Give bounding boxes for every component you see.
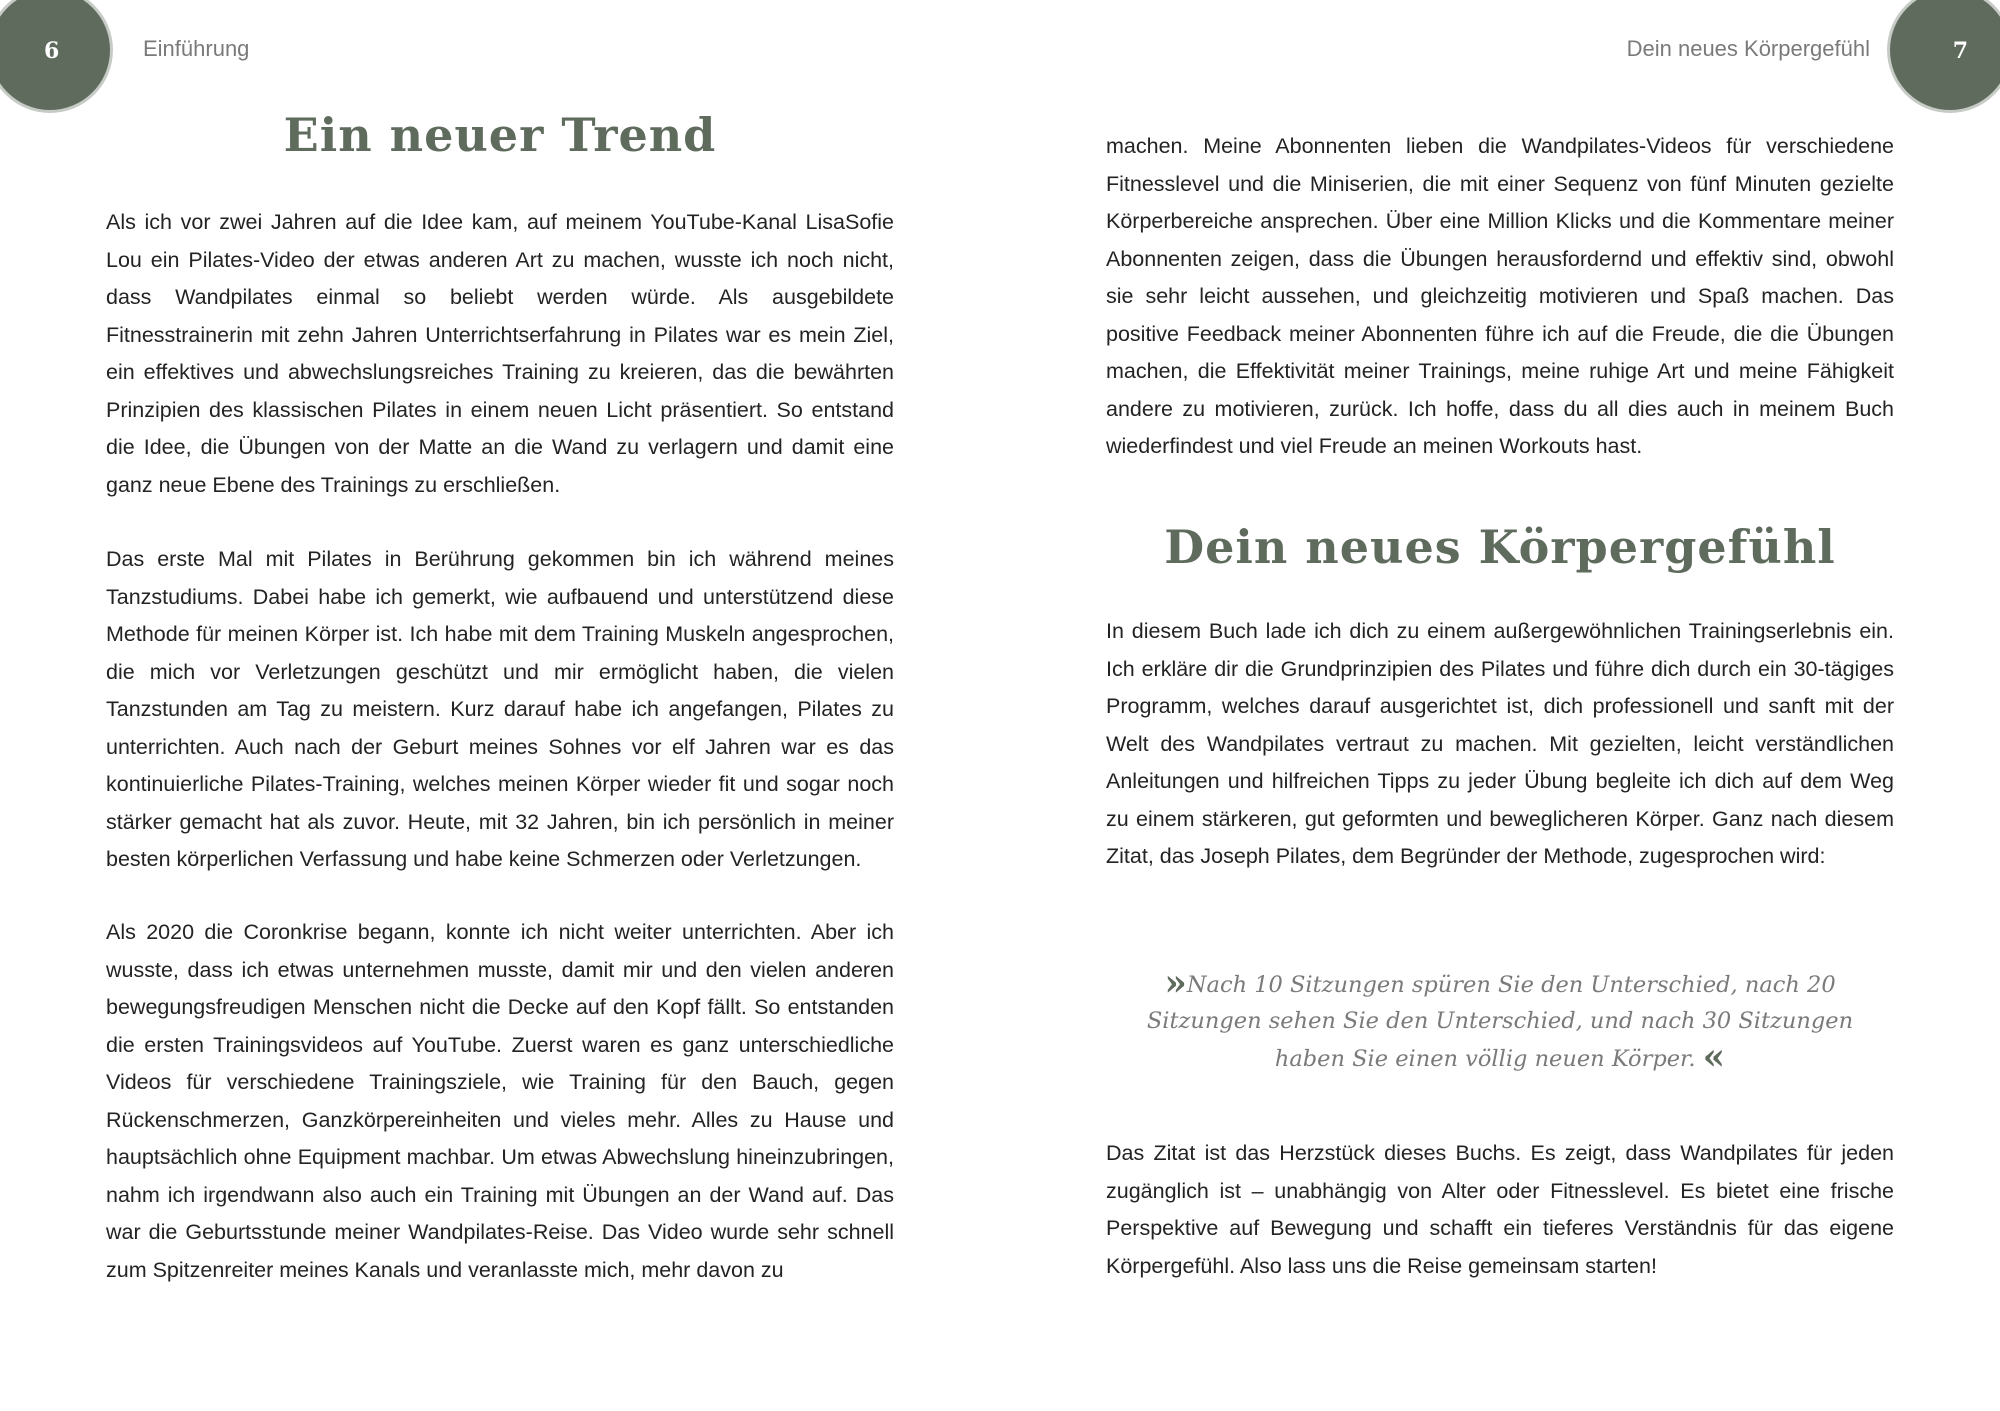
paragraph: In diesem Buch lade ich dich zu einem außergewöhnlichen Trainingserlebnis ein. Ich erkläre dir die Grundprinzipien des Pilates und führe dich durch ein 30-tägiges Programm, welches darauf ausgerichtet ist, dich professionell und sanft mit der Welt des Wandpilates vertraut zu machen. Mit gezielten, leicht verständlichen Anleitungen und hilfreichen Tipps zu jeder Übung begleite ich dich auf dem Weg zu einem stärkeren, gut geformten und beweglicheren Körper. Ganz nach diesem Zitat, das Joseph Pilates, dem Begründer der Methode, zugesprochen wird: [1106, 619, 1894, 868]
paragraph: Das Zitat ist das Herzstück dieses Buchs. Es zeigt, dass Wandpilates für jeden zugänglich ist – unabhängig von Alter oder Fitnesslevel. Es bietet eine frische Perspektive auf Bewegung und schafft ein tieferes Verständnis für das eigene Körpergefühl. Also lass uns die Reise gemeinsam starten! [1106, 1141, 1894, 1278]
close-quote-mark: « [1702, 1036, 1726, 1078]
quote-text: Nach 10 Sitzungen spüren Sie den Unterschied, nach 20 Sitzungen sehen Sie den Unterschied, und nach 30 Sitzungen haben Sie einen völlig neuen Körper. [1146, 972, 1854, 1072]
open-quote-mark: » [1164, 962, 1187, 1004]
paragraph: Als 2020 die Coronkrise begann, konnte ich nicht weiter unterrichten. Aber ich wusste, dass ich etwas unternehmen musste, damit mir und den vielen anderen bewegungsfreudigen Menschen nicht die Decke auf den Kopf fällt. So entstanden die ersten Trainingsvideos auf YouTube. Zuerst waren es ganz unterschiedliche Videos für verschiedene Trainingsziele, wie Training für den Bauch, gegen Rückenschmerzen, Ganzkörpereinheiten und vieles mehr. Alles zu Hause und hauptsächlich ohne Equipment machbar. Um etwas Abwechslung hineinzubringen, nahm ich irgendwann also auch ein Training mit Übungen an der Wand auf. Das war die Geburtsstunde meiner Wandpilates-Reise. Das Video wurde sehr schnell zum Spitzenreiter meines Kanals und veranlasste mich, mehr davon zu [106, 920, 894, 1282]
running-head: Dein neues Körpergefühl [1626, 36, 1870, 61]
section-heading: Dein neues Körpergefühl [1164, 520, 1836, 574]
pull-quote [1140, 962, 1860, 1078]
running-head: Einführung [143, 36, 250, 61]
page-number-badge [1890, 0, 2000, 110]
right-page [1000, 0, 2000, 1411]
page-number: 6 [44, 38, 60, 64]
section-heading: Ein neuer Trend [283, 108, 717, 162]
paragraph: Das erste Mal mit Pilates in Berührung gekommen bin ich während meines Tanzstudiums. Dabei habe ich gemerkt, wie aufbauend und unterstützend diese Methode für meinen Körper ist. Ich habe mit dem Training Muskeln angesprochen, die mich vor Verletzungen geschützt und mir ermöglicht haben, die vielen Tanzstunden am Tag zu meistern. Kurz darauf habe ich angefangen, Pilates zu unterrichten. Auch nach der Geburt meines Sohnes vor elf Jahren war es das kontinuierliche Pilates-Training, welches meinen Körper wieder fit und sogar noch stärker gemacht hat als zuvor. Heute, mit 32 Jahren, bin ich persönlich in meiner besten körperlichen Verfassung und habe keine Schmerzen oder Verletzungen. [106, 547, 894, 871]
page-number: 7 [1952, 38, 1968, 64]
paragraph: machen. Meine Abonnenten lieben die Wandpilates-Videos für verschiedene Fitnesslevel und die Miniserien, die mit einer Sequenz von fünf Minuten gezielte Körperbereiche ansprechen. Über eine Million Klicks und die Kommentare meiner Abonnenten zeigen, dass die Übungen herausfordernd und effektiv sind, obwohl sie sehr leicht aussehen, und gleichzeitig motivieren und Spaß machen. Das positive Feedback meiner Abonnenten führe ich auf die Freude, die die Übungen machen, die Effektivität meiner Trainings, meine ruhige Art und meine Fähigkeit andere zu motivieren, zurück. Ich hoffe, dass du all dies auch in meinem Buch wiederfindest und viel Freude an meinen Workouts hast. [1106, 134, 1894, 458]
paragraph: Als ich vor zwei Jahren auf die Idee kam, auf meinem YouTube-Kanal LisaSofie Lou ein Pilates-Video der etwas anderen Art zu machen, wusste ich noch nicht, dass Wandpilates einmal so beliebt werden würde. Als ausgebildete Fitnesstrainerin mit zehn Jahren Unterrichtserfahrung in Pilates war es mein Ziel, ein effektives und abwechslungsreiches Training zu kreieren, das die bewährten Prinzipien des klassischen Pilates in einem neuen Licht präsentiert. So entstand die Idee, die Übungen von der Matte an die Wand zu verlagern und damit eine ganz neue Ebene des Trainings zu erschließen. [106, 210, 894, 497]
